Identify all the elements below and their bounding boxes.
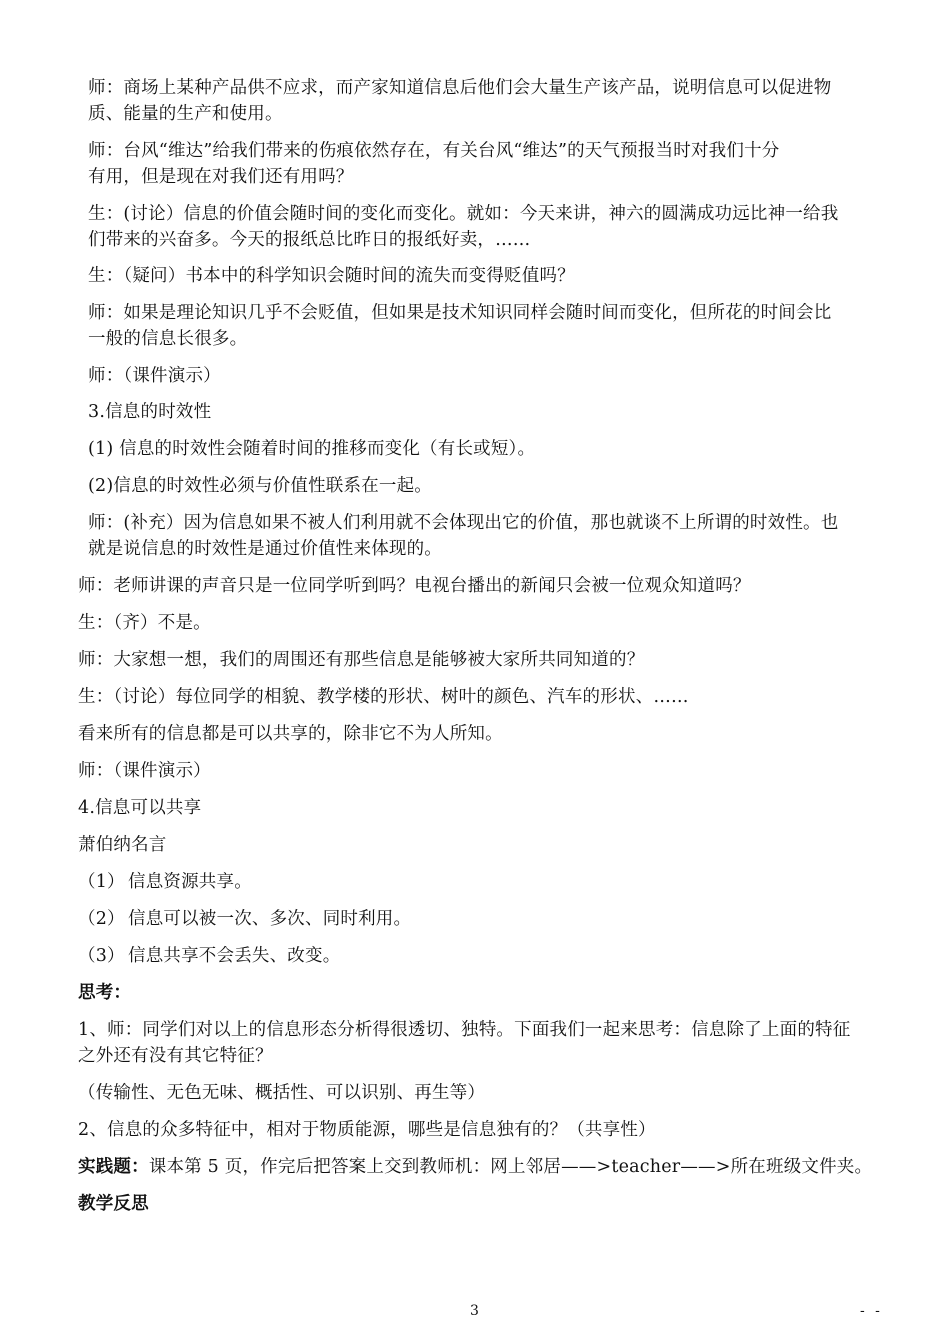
paragraph-line: 生：(讨论）信息的价值会随时间的变化而变化。就如：今天来讲，神六的圆满成功远比神一给我 xyxy=(88,204,839,224)
list-number: （2） xyxy=(78,909,125,929)
paragraph-line: 们带来的兴奋多。今天的报纸总比昨日的报纸好卖，…… xyxy=(88,230,531,250)
paragraph-line: 师：大家想一想，我们的周围还有那些信息是能够被大家所共同知道的？ xyxy=(78,650,645,670)
list-text: 信息共享不会丢失、改变。 xyxy=(128,946,341,966)
paragraph-line: 生：（齐）不是。 xyxy=(78,613,211,633)
list-number: （1） xyxy=(78,872,125,892)
paragraph-line: 师：（课件演示） xyxy=(88,366,221,386)
paragraph-line: 2、信息的众多特征中，相对于物质能源，哪些是信息独有的？（共享性） xyxy=(78,1120,656,1140)
list-item xyxy=(78,943,340,969)
list-item: (2)信息的时效性必须与价值性联系在一起。 xyxy=(88,476,432,496)
paragraph-line: 师：(补充）因为信息如果不被人们利用就不会体现出它的价值，那也就谈不上所谓的时效性。也 xyxy=(88,513,839,533)
paragraph-line: 有用，但是现在对我们还有用吗？ xyxy=(88,167,354,187)
paragraph-line: 生：（疑问）书本中的科学知识会随时间的流失而变得贬值吗？ xyxy=(88,266,575,286)
reflection-heading: 教学反思 xyxy=(78,1194,149,1214)
paragraph-line: 生：（讨论）每位同学的相貌、教学楼的形状、树叶的颜色、汽车的形状、…… xyxy=(78,687,689,707)
list-text: 信息资源共享。 xyxy=(128,872,252,892)
paragraph-line: 就是说信息的时效性是通过价值性来体现的。 xyxy=(88,539,442,559)
section-heading: 3.信息的时效性 xyxy=(88,402,212,422)
paragraph-line: 一般的信息长很多。 xyxy=(88,329,248,349)
paragraph-line: 看来所有的信息都是可以共享的，除非它不为人所知。 xyxy=(78,724,503,744)
list-item xyxy=(78,906,411,932)
paragraph-line: 师：如果是理论知识几乎不会贬值，但如果是技术知识同样会随时间而变化，但所花的时间会比 xyxy=(88,303,832,323)
page-number: 3 xyxy=(470,1303,479,1319)
paragraph-line: 质、能量的生产和使用。 xyxy=(88,104,283,124)
list-text: 信息可以被一次、多次、同时利用。 xyxy=(128,909,412,929)
paragraph-line: 师：商场上某种产品供不应求，而产家知道信息后他们会大量生产该产品，说明信息可以促进物 xyxy=(88,78,832,98)
section-heading: 4.信息可以共享 xyxy=(78,798,202,818)
paragraph-line: 1、师：同学们对以上的信息形态分析得很透切、独特。下面我们一起来思考：信息除了上面的特征 xyxy=(78,1020,851,1040)
think-heading: 思考： xyxy=(78,983,132,1003)
practice-line xyxy=(78,1154,872,1180)
list-item: (1) 信息的时效性会随着时间的推移而变化（有长或短）。 xyxy=(88,439,536,459)
paragraph-line: 师：（课件演示） xyxy=(78,761,211,781)
paragraph-line: 之外还有没有其它特征？ xyxy=(78,1046,273,1066)
footer-mark: - - xyxy=(860,1303,883,1319)
quote-label: 萧伯纳名言 xyxy=(78,835,167,855)
paragraph-line: 师：老师讲课的声音只是一位同学听到吗？电视台播出的新闻只会被一位观众知道吗？ xyxy=(78,576,751,596)
list-item xyxy=(78,869,252,895)
list-number: （3） xyxy=(78,946,125,966)
paragraph-line: （传输性、无色无味、概括性、可以识别、再生等） xyxy=(78,1083,486,1103)
practice-text: 课本第 5 页，作完后把答案上交到教师机：网上邻居——>teacher——>所在班级文件夹。 xyxy=(148,1157,873,1177)
paragraph-line: 师：台风“维达”给我们带来的伤痕依然存在，有关台风“维达”的天气预报当时对我们十分 xyxy=(88,141,780,161)
practice-label: 实践题： xyxy=(78,1157,149,1177)
